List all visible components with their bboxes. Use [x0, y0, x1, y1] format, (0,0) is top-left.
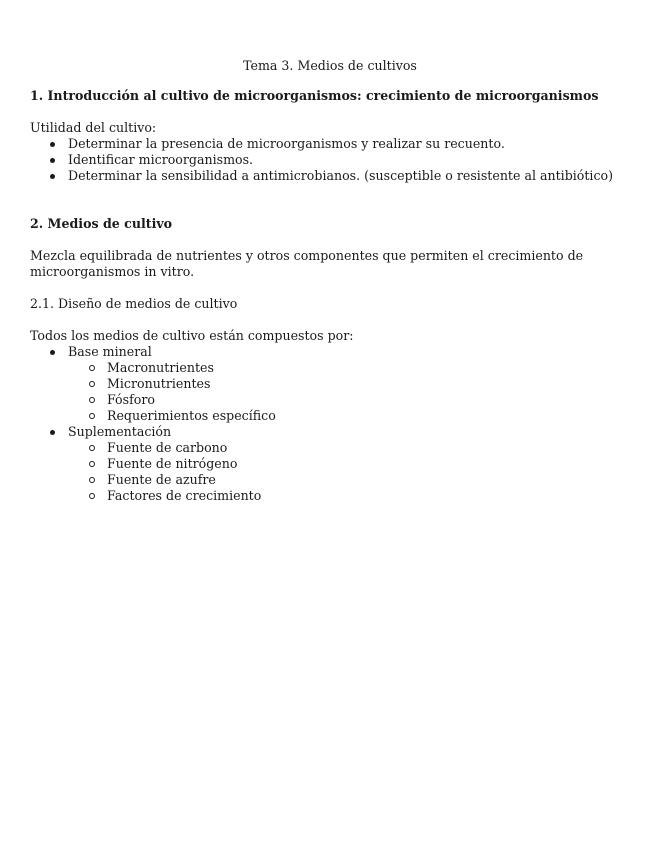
list-item	[30, 168, 630, 184]
bullet-circle-icon	[89, 365, 95, 371]
bullet-circle-icon	[89, 413, 95, 419]
document-page	[30, 58, 630, 504]
sub-list-item-text: Macronutrientes	[107, 360, 214, 375]
sub-list-item	[30, 408, 630, 424]
sub-list	[68, 440, 630, 504]
bullet-dot-icon	[50, 350, 55, 355]
section-1-heading: 1. Introducción al cultivo de microorganismos: crecimiento de microorganismos	[30, 88, 599, 103]
bullet-circle-icon	[89, 477, 95, 483]
list-item	[30, 136, 630, 152]
bullet-circle-icon	[89, 397, 95, 403]
sub-list-item	[30, 392, 630, 408]
sub-list	[68, 360, 630, 424]
section-2-intro: Todos los medios de cultivo están compuestos por:	[30, 328, 354, 343]
sub-list-item	[30, 488, 630, 504]
bullet-dot-icon	[50, 430, 55, 435]
bullet-dot-icon	[50, 174, 55, 179]
section-2-paragraph: Mezcla equilibrada de nutrientes y otros componentes que permiten el crecimiento de microorganismos in vitro.	[30, 248, 584, 279]
list-item-text: Determinar la presencia de microorganismos y realizar su recuento.	[68, 136, 505, 151]
sub-list-item-text: Factores de crecimiento	[107, 488, 262, 503]
sub-list-item	[30, 360, 630, 376]
document-title: Tema 3. Medios de cultivos	[243, 58, 417, 73]
list-item-text: Suplementación	[68, 424, 172, 439]
list-item	[30, 152, 630, 168]
sub-list-item	[30, 456, 630, 472]
list-item-text: Identificar microorganismos.	[68, 152, 254, 167]
section-2-1-subheading: 2.1. Diseño de medios de cultivo	[30, 296, 238, 311]
sub-list-item-text: Fuente de carbono	[107, 440, 228, 455]
sub-list-item	[30, 376, 630, 392]
sub-list-item	[30, 472, 630, 488]
list-item-suplementacion	[30, 424, 630, 504]
sub-list-item	[30, 440, 630, 456]
list-item-base-mineral	[30, 344, 630, 424]
bullet-circle-icon	[89, 493, 95, 499]
list-item-text: Base mineral	[68, 344, 152, 359]
sub-list-item-text: Fuente de azufre	[107, 472, 216, 487]
bullet-circle-icon	[89, 461, 95, 467]
section-2-heading: 2. Medios de cultivo	[30, 216, 173, 231]
sub-list-item-text: Micronutrientes	[107, 376, 211, 391]
section-1-bullet-list	[30, 136, 630, 184]
bullet-dot-icon	[50, 142, 55, 147]
bullet-circle-icon	[89, 381, 95, 387]
composition-list	[30, 344, 630, 504]
bullet-dot-icon	[50, 158, 55, 163]
sub-list-item-text: Fuente de nitrógeno	[107, 456, 238, 471]
sub-list-item-text: Fósforo	[107, 392, 155, 407]
section-1-intro: Utilidad del cultivo:	[30, 120, 157, 135]
sub-list-item-text: Requerimientos específico	[107, 408, 276, 423]
bullet-circle-icon	[89, 445, 95, 451]
list-item-text: Determinar la sensibilidad a antimicrobianos. (susceptible o resistente al antibiótico)	[68, 168, 613, 183]
